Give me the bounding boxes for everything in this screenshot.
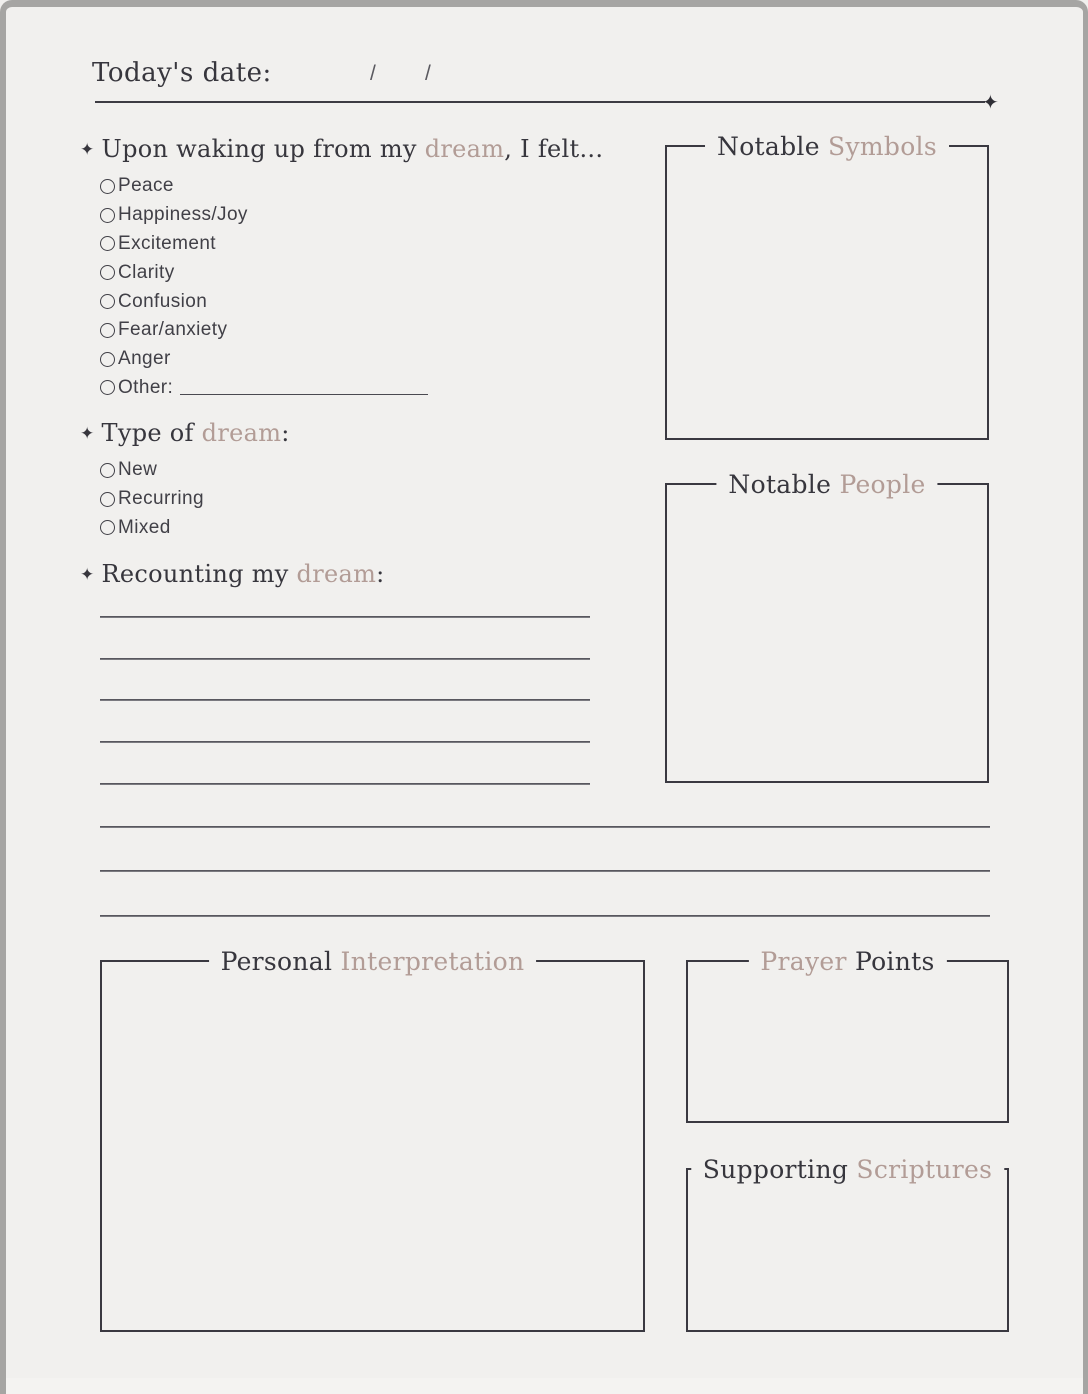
recounting-heading bbox=[80, 560, 385, 588]
option-label: Happiness/Joy bbox=[118, 204, 248, 226]
bottom-strip bbox=[0, 1378, 1088, 1394]
option-recurring[interactable] bbox=[100, 485, 204, 514]
date-write-line[interactable] bbox=[95, 101, 985, 103]
supporting-scriptures-box bbox=[686, 1155, 1009, 1332]
prayer-points-field[interactable] bbox=[690, 964, 1005, 1119]
radio-circle[interactable] bbox=[100, 380, 115, 395]
recounting-write-line[interactable] bbox=[100, 826, 990, 828]
radio-circle[interactable] bbox=[100, 352, 115, 367]
recounting-heading-post: : bbox=[376, 560, 385, 588]
dream-type-heading-accent: dream bbox=[201, 419, 282, 447]
box-title-second: Scriptures bbox=[856, 1155, 993, 1184]
radio-circle[interactable] bbox=[100, 236, 115, 251]
recounting-write-line[interactable] bbox=[100, 741, 590, 743]
dream-type-heading bbox=[80, 419, 290, 447]
option-new[interactable] bbox=[100, 456, 204, 485]
sparkle-icon: ✦ bbox=[982, 90, 999, 114]
notable-symbols-field[interactable] bbox=[669, 149, 985, 436]
dream-type-options bbox=[100, 456, 204, 542]
dream-type-heading-pre: Type of bbox=[101, 419, 202, 447]
recounting-write-line[interactable] bbox=[100, 699, 590, 701]
option-label: Confusion bbox=[118, 290, 208, 312]
other-write-line[interactable] bbox=[180, 394, 428, 395]
radio-circle[interactable] bbox=[100, 179, 115, 194]
option-fear-anxiety[interactable] bbox=[100, 316, 428, 345]
option-label: Anger bbox=[118, 348, 171, 370]
box-title-first: Notable bbox=[717, 132, 829, 161]
option-confusion[interactable] bbox=[100, 287, 428, 316]
recounting-write-line[interactable] bbox=[100, 616, 590, 618]
star-bullet-icon: ✦ bbox=[80, 424, 95, 444]
feelings-heading-accent: dream bbox=[424, 135, 505, 163]
box-title-first: Prayer bbox=[760, 947, 855, 976]
option-mixed[interactable] bbox=[100, 514, 204, 543]
option-other[interactable] bbox=[100, 374, 428, 403]
radio-circle[interactable] bbox=[100, 265, 115, 280]
feelings-heading bbox=[80, 135, 603, 163]
personal-interpretation-box bbox=[100, 947, 645, 1332]
recounting-heading-pre: Recounting my bbox=[101, 560, 297, 588]
recounting-heading-accent: dream bbox=[296, 560, 377, 588]
feelings-options bbox=[100, 172, 428, 402]
star-bullet-icon: ✦ bbox=[80, 565, 95, 585]
box-title-second: Symbols bbox=[828, 132, 937, 161]
recounting-write-line[interactable] bbox=[100, 870, 990, 872]
recounting-write-line[interactable] bbox=[100, 915, 990, 917]
radio-circle[interactable] bbox=[100, 520, 115, 535]
option-anger[interactable] bbox=[100, 345, 428, 374]
radio-circle[interactable] bbox=[100, 294, 115, 309]
option-label: Mixed bbox=[118, 516, 171, 538]
radio-circle[interactable] bbox=[100, 323, 115, 338]
dream-type-heading-post: : bbox=[281, 419, 290, 447]
option-clarity[interactable] bbox=[100, 258, 428, 287]
recounting-write-line[interactable] bbox=[100, 783, 590, 785]
option-excitement[interactable] bbox=[100, 230, 428, 259]
option-peace[interactable] bbox=[100, 172, 428, 201]
recounting-write-line[interactable] bbox=[100, 658, 590, 660]
date-slash-1: / bbox=[370, 62, 376, 85]
feelings-heading-post: , I felt... bbox=[504, 135, 604, 163]
personal-interpretation-field[interactable] bbox=[104, 964, 641, 1328]
option-label: Clarity bbox=[118, 261, 175, 283]
box-title-first: Personal bbox=[220, 947, 341, 976]
notable-people-box bbox=[665, 470, 989, 783]
box-title-second: Interpretation bbox=[340, 947, 525, 976]
box-title-first: Notable bbox=[728, 470, 840, 499]
feelings-heading-pre: Upon waking up from my bbox=[101, 135, 425, 163]
notable-people-field[interactable] bbox=[669, 487, 985, 779]
notable-symbols-box bbox=[665, 132, 989, 440]
box-title-second: People bbox=[839, 470, 926, 499]
option-label: Fear/anxiety bbox=[118, 319, 228, 341]
prayer-points-box bbox=[686, 947, 1009, 1123]
date-slash-2: / bbox=[425, 62, 431, 85]
radio-circle[interactable] bbox=[100, 463, 115, 478]
option-label: Other: bbox=[118, 376, 174, 398]
box-title-first: Supporting bbox=[702, 1155, 857, 1184]
date-label: Today's date: bbox=[92, 58, 272, 88]
option-label: Excitement bbox=[118, 232, 216, 254]
option-label: New bbox=[118, 459, 158, 481]
box-title-second: Points bbox=[854, 947, 935, 976]
radio-circle[interactable] bbox=[100, 492, 115, 507]
option-label: Recurring bbox=[118, 488, 204, 510]
star-bullet-icon: ✦ bbox=[80, 140, 95, 160]
radio-circle[interactable] bbox=[100, 208, 115, 223]
supporting-scriptures-field[interactable] bbox=[690, 1172, 1005, 1328]
option-label: Peace bbox=[118, 175, 174, 197]
option-happiness-joy[interactable] bbox=[100, 201, 428, 230]
